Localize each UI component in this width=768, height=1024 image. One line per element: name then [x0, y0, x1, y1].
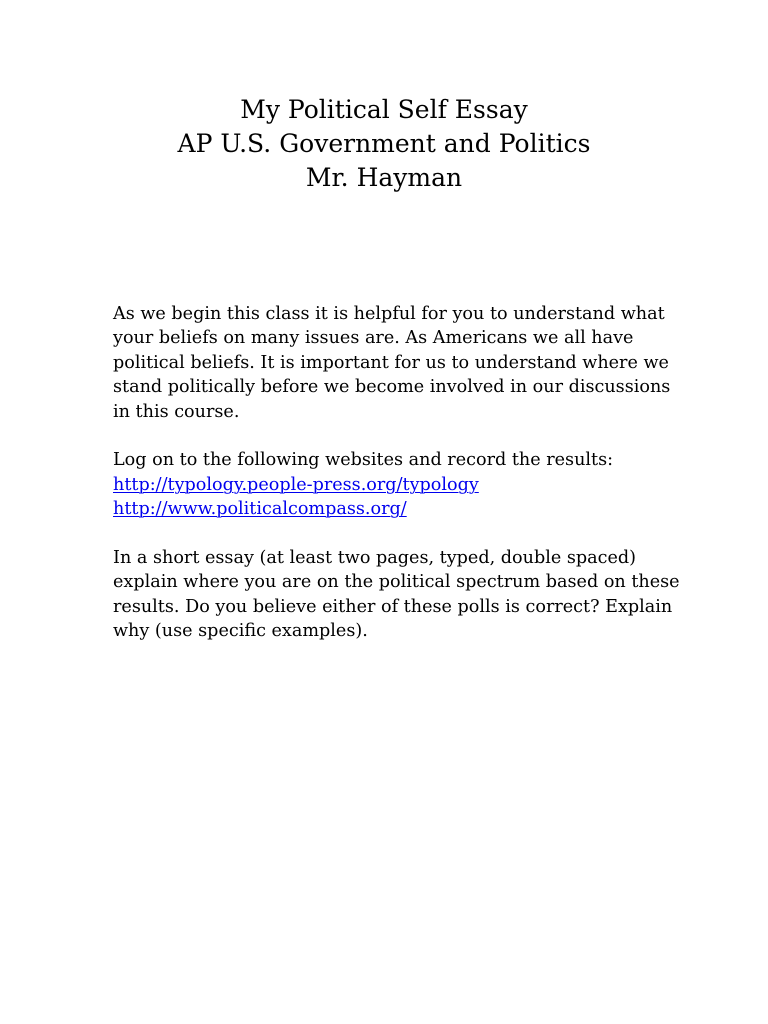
assignment-line: results. Do you believe either of these polls is correct? Explain	[113, 596, 673, 617]
instructions-paragraph	[113, 448, 673, 521]
paragraph-spacer	[113, 424, 673, 448]
title-line-teacher: Mr. Hayman	[305, 163, 463, 192]
intro-line: in this course.	[113, 401, 240, 422]
document-body	[113, 302, 680, 644]
intro-line: your beliefs on many issues are. As Americans we all have	[113, 328, 634, 349]
assignment-line: why (use specific examples).	[113, 621, 368, 642]
paragraph-spacer	[113, 522, 673, 546]
assignment-line: explain where you are on the political spectrum based on these	[113, 572, 680, 593]
instructions-text: Log on to the following websites and record the results:	[113, 450, 614, 471]
title-line-course: AP U.S. Government and Politics	[177, 129, 591, 158]
intro-line: stand politically before we become involved in our discussions	[113, 377, 671, 398]
typology-link[interactable]: http://typology.people-press.org/typology	[113, 474, 479, 495]
political-compass-link[interactable]: http://www.politicalcompass.org/	[113, 499, 407, 520]
assignment-line: In a short essay (at least two pages, typed, double spaced)	[113, 548, 637, 569]
assignment-paragraph	[113, 546, 680, 644]
intro-line: As we begin this class it is helpful for you to understand what	[113, 304, 665, 324]
title-line-essay: My Political Self Essay	[240, 95, 528, 124]
document-title	[0, 93, 768, 195]
intro-line: political beliefs. It is important for us to understand where we	[113, 352, 669, 373]
intro-paragraph	[113, 302, 673, 424]
